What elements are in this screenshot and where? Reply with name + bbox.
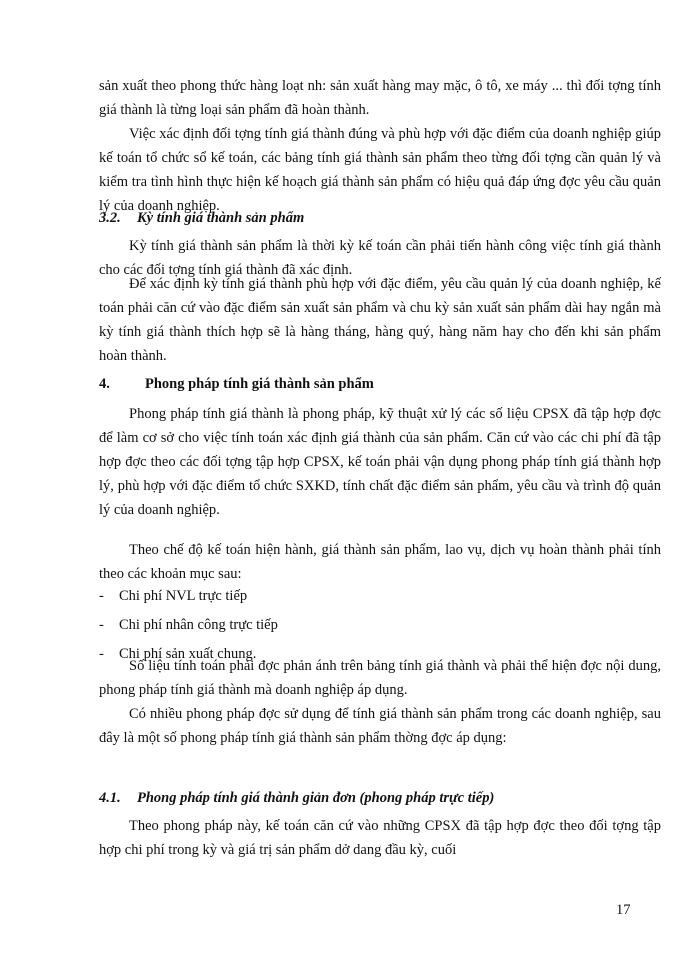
bullet-dash: - <box>99 588 104 604</box>
paragraph-3-2-b: Để xác định kỳ tính giá thành phù hợp với đặc điểm, yêu cầu quản lý của doanh nghiệp, kế toán phải căn cứ vào đặc điểm sản xuất sản phẩm và chu kỳ sản xuất sản phẩm dài hay ngắn mà kỳ tính giá thành thích hợp sẽ là hàng tháng, hàng quý, hàng năm hay cho đến khi sản phẩm hoàn thành. <box>99 276 661 364</box>
list-item: - Chi phí nhân công trực tiếp <box>99 613 661 642</box>
paragraph-4-b: Theo chế độ kế toán hiện hành, giá thành sản phẩm, lao vụ, dịch vụ hoàn thành phải tính theo các khoản mục sau: <box>99 542 661 582</box>
paragraph-4-a: Phong pháp tính giá thành là phong pháp, kỹ thuật xử lý các số liệu CPSX đã tập hợp đợc để làm cơ sở cho việc tính toán xác định giá thành của sản phẩm. Căn cứ vào các chi phí đã tập hợp đợc theo các đối tợng tập hợp CPSX, kế toán phải vận dụng phong pháp tính giá thành hợp lý, phù hợp với đặc điểm tổ chức SXKD, tính chất đặc điểm sản phẩm, yêu cầu và trình độ quản lý của doanh nghiệp. <box>99 406 661 518</box>
paragraph-4-c: Số liệu tính toán phải đợc phản ánh trên bảng tính giá thành và phải thể hiện đợc nội dung, phong pháp tính giá thành mà doanh nghiệp áp dụng. <box>99 658 661 698</box>
list-item: - Chi phí NVL trực tiếp <box>99 584 661 613</box>
heading-section-4 <box>99 376 374 393</box>
section-title: Phong pháp tính giá thành giản đơn (phong pháp trực tiếp) <box>137 790 495 806</box>
section-number: 3.2. <box>99 210 121 226</box>
paragraph-4-1-a: Theo phong pháp này, kế toán căn cứ vào những CPSX đã tập hợp đợc theo đối tợng tập hợp chi phí trong kỳ và giá trị sản phẩm dở dang đầu kỳ, cuối <box>99 818 661 858</box>
paragraph-3-2-a: Kỳ tính giá thành sản phẩm là thời kỳ kế toán cần phải tiến hành công việc tính giá thành cho các đối tợng tính giá thành đã xác định. <box>99 238 661 278</box>
paragraph-4-d: Có nhiều phong pháp đợc sử dụng để tính giá thành sản phẩm trong các doanh nghiệp, sau đây là một số phong pháp tính giá thành sản phẩm thờng đợc áp dụng: <box>99 706 661 746</box>
section-number: 4. <box>99 376 110 392</box>
section-number: 4.1. <box>99 790 121 806</box>
bullet-dash: - <box>99 646 104 662</box>
section-title: Kỳ tính giá thành sản phẩm <box>137 210 305 226</box>
section-title: Phong pháp tính giá thành sản phẩm <box>145 376 374 392</box>
heading-section-3-2 <box>99 210 304 227</box>
page-number: 17 <box>616 902 631 918</box>
bullet-dash: - <box>99 617 104 633</box>
paragraph-intro: sản xuất theo phong thức hàng loạt nh: sản xuất hàng may mặc, ô tô, xe máy ... thì đối tợng tính giá thành là từng loại sản phẩm đã hoàn thành. <box>99 78 661 118</box>
paragraph-costing-object: Việc xác định đối tợng tính giá thành đúng và phù hợp với đặc điểm của doanh nghiệp giúp kế toán tổ chức sổ kế toán, các bảng tính giá thành sản phẩm theo từng đối tợng cần quản lý và kiểm tra tình hình thực hiện kế hoạch giá thành sản phẩm có hiệu quả đáp ứng đợc yêu cầu quản lý của doanh nghiệp. <box>99 126 661 214</box>
heading-section-4-1 <box>99 790 494 807</box>
list-item: - Chi phí sản xuất chung. <box>99 642 661 671</box>
